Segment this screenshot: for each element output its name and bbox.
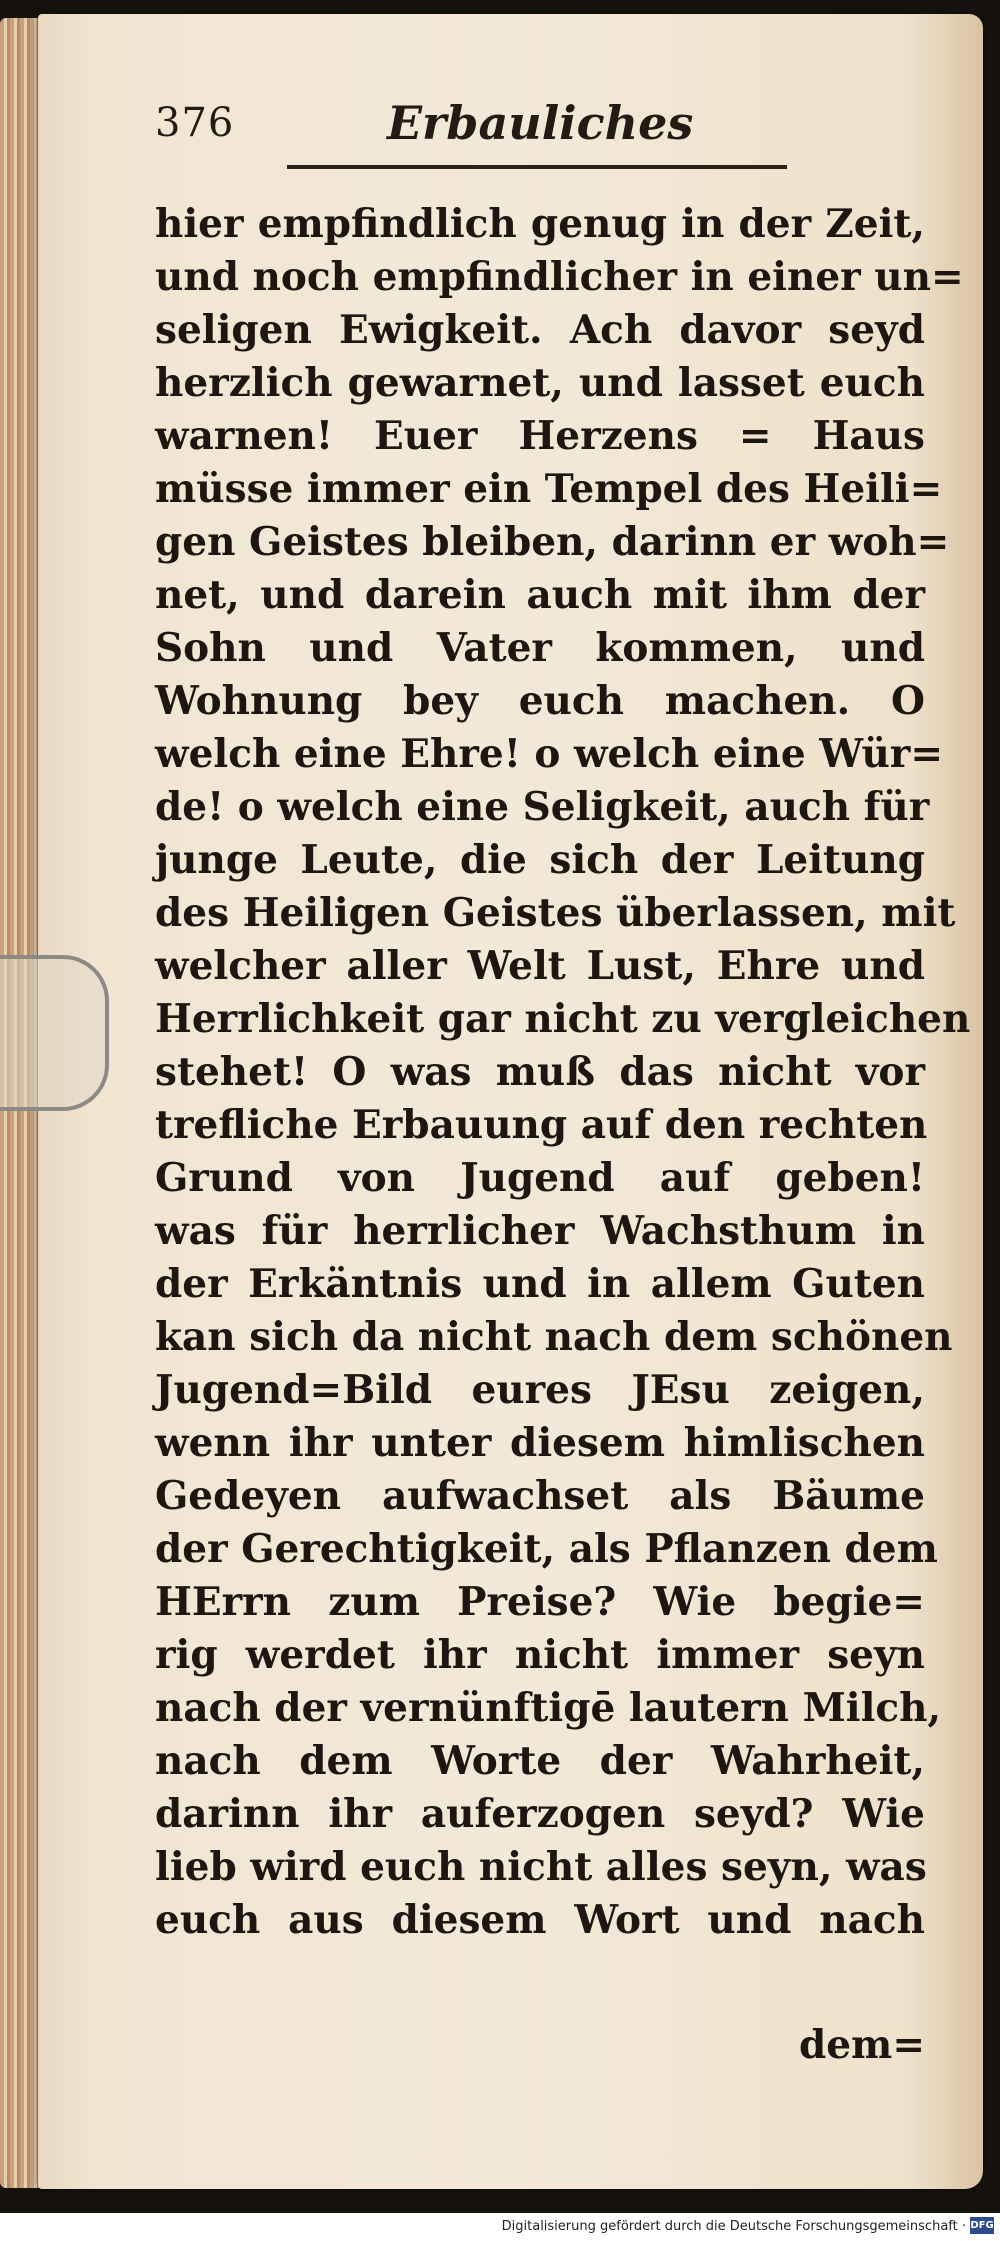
text-line: nach der vernünftigē lautern Milch, xyxy=(155,1685,942,1731)
text-line: seligen Ewigkeit. Ach davor seyd xyxy=(155,307,925,353)
text-line: Grund von Jugend auf geben! xyxy=(155,1155,925,1201)
text-line: der Gerechtigkeit, als Pflanzen dem xyxy=(155,1526,938,1572)
page-number: 376 xyxy=(155,100,235,146)
text-line: des Heiligen Geistes überlassen, mit xyxy=(155,890,956,936)
text-line: herzlich gewarnet, und lasset euch xyxy=(155,360,925,406)
text-line: de! o welch eine Seligkeit, auch für xyxy=(155,784,930,830)
text-line: Gedeyen aufwachset als Bäume xyxy=(155,1473,925,1519)
text-line: Jugend=Bild eures JEsu zeigen, xyxy=(155,1367,925,1413)
text-line: nach dem Worte der Wahrheit, xyxy=(155,1738,925,1784)
text-line: was für herrlicher Wachsthum in xyxy=(155,1208,925,1254)
text-line: hier empfindlich genug in der Zeit, xyxy=(155,201,925,247)
footer-credit: Digitalisierung gefördert durch die Deutsche Forschungsgemeinschaft · xyxy=(501,2219,966,2234)
text-line: rig werdet ihr nicht immer seyn xyxy=(155,1632,925,1678)
dfg-logo-icon: DFG xyxy=(970,2217,994,2234)
body-text xyxy=(155,198,971,1947)
text-line: kan sich da nicht nach dem schönen xyxy=(155,1314,953,1360)
text-line: und noch empfindlicher in einer un= xyxy=(155,254,964,300)
text-line: Herrlichkeit gar nicht zu vergleichen xyxy=(155,996,971,1042)
catchword: dem= xyxy=(798,2022,925,2068)
text-line: warnen! Euer Herzens = Haus xyxy=(155,413,925,459)
text-line: net, und darein auch mit ihm der xyxy=(155,572,925,618)
text-line: der Erkäntnis und in allem Guten xyxy=(155,1261,925,1307)
running-title: Erbauliches xyxy=(387,96,694,150)
text-line: wenn ihr unter diesem himlischen xyxy=(155,1420,925,1466)
text-line: junge Leute, die sich der Leitung xyxy=(155,837,925,883)
text-line: euch aus diesem Wort und nach xyxy=(155,1897,925,1943)
text-line: HErrn zum Preise? Wie begie= xyxy=(155,1579,925,1625)
text-line: stehet! O was muß das nicht vor xyxy=(155,1049,925,1095)
text-line: gen Geistes bleiben, darinn er woh= xyxy=(155,519,950,565)
text-line: welch eine Ehre! o welch eine Wür= xyxy=(155,731,944,777)
text-line: trefliche Erbauung auf den rechten xyxy=(155,1102,928,1148)
bookmark-tab xyxy=(0,955,109,1111)
text-line: welcher aller Welt Lust, Ehre und xyxy=(155,943,925,989)
text-line: müsse immer ein Tempel des Heili= xyxy=(155,466,943,512)
header-rule xyxy=(287,165,787,169)
text-line: lieb wird euch nicht alles seyn, was xyxy=(155,1844,927,1890)
text-line: Wohnung bey euch machen. O xyxy=(155,678,925,724)
text-line: Sohn und Vater kommen, und xyxy=(155,625,925,671)
page-header xyxy=(155,80,795,150)
text-line: darinn ihr auferzogen seyd? Wie xyxy=(155,1791,925,1837)
